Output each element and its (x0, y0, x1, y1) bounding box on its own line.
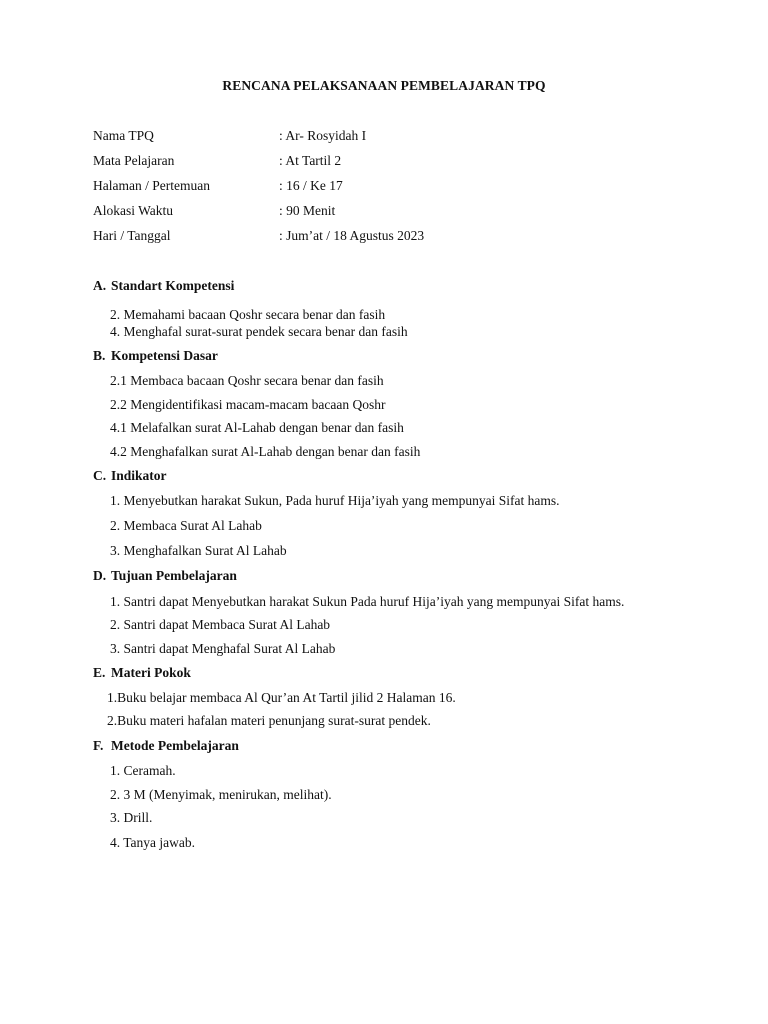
list-item: 4. Menghafal surat-surat pendek secara benar dan fasih (110, 324, 408, 339)
list-item: 2. Membaca Surat Al Lahab (110, 518, 262, 533)
list-item: 2.1 Membaca bacaan Qoshr secara benar dan fasih (110, 373, 384, 388)
info-value: : Jum’at / 18 Agustus 2023 (279, 228, 425, 243)
section-letter: A. (93, 278, 107, 293)
list-item: 2.Buku materi hafalan materi penunjang surat-surat pendek. (107, 713, 431, 728)
info-row-hari-tanggal (93, 228, 693, 246)
list-item: 1. Menyebutkan harakat Sukun, Pada huruf Hija’iyah yang mempunyai Sifat hams. (110, 493, 560, 508)
section-title: Indikator (111, 468, 167, 483)
list-item: 3. Santri dapat Menghafal Surat Al Lahab (110, 641, 336, 656)
list-item: 3. Menghafalkan Surat Al Lahab (110, 543, 287, 558)
info-value: : Ar- Rosyidah I (279, 128, 367, 143)
section-letter: E. (93, 665, 106, 680)
list-item: 2. 3 M (Menyimak, menirukan, melihat). (110, 787, 332, 802)
section-title: Standart Kompetensi (111, 278, 235, 293)
section-letter: B. (93, 348, 106, 363)
list-item: 4. Tanya jawab. (110, 835, 196, 850)
section-letter: D. (93, 568, 107, 583)
info-label: Hari / Tanggal (93, 228, 171, 243)
list-item: 1. Ceramah. (110, 763, 176, 778)
section-heading-kompetensi-dasar (93, 348, 218, 364)
section-heading-tujuan-pembelajaran (93, 568, 237, 584)
section-title: Kompetensi Dasar (111, 348, 218, 363)
section-title: Metode Pembelajaran (111, 738, 239, 753)
info-row-halaman-pertemuan (93, 178, 693, 196)
section-heading-standart-kompetensi (93, 278, 234, 294)
info-label: Halaman / Pertemuan (93, 178, 210, 193)
list-item: 3. Drill. (110, 810, 153, 825)
section-letter: F. (93, 738, 104, 753)
list-item: 2. Memahami bacaan Qoshr secara benar dan fasih (110, 307, 386, 322)
list-item: 4.2 Menghafalkan surat Al-Lahab dengan benar dan fasih (110, 444, 421, 459)
section-heading-indikator (93, 468, 167, 484)
section-letter: C. (93, 468, 107, 483)
info-row-nama-tpq (93, 128, 693, 146)
section-heading-metode-pembelajaran (93, 738, 239, 754)
info-value: : At Tartil 2 (279, 153, 342, 168)
list-item: 4.1 Melafalkan surat Al-Lahab dengan benar dan fasih (110, 420, 404, 435)
info-label: Mata Pelajaran (93, 153, 175, 168)
section-heading-materi-pokok (93, 665, 191, 681)
list-item: 1.Buku belajar membaca Al Qur’an At Tartil jilid 2 Halaman 16. (107, 690, 456, 705)
info-value: : 16 / Ke 17 (279, 178, 343, 193)
info-row-mata-pelajaran (93, 153, 693, 171)
document-title: RENCANA PELAKSANAAN PEMBELAJARAN TPQ (222, 78, 546, 93)
info-label: Alokasi Waktu (93, 203, 174, 218)
section-title: Tujuan Pembelajaran (111, 568, 237, 583)
list-item: 2. Santri dapat Membaca Surat Al Lahab (110, 617, 331, 632)
section-title: Materi Pokok (111, 665, 191, 680)
list-item: 2.2 Mengidentifikasi macam-macam bacaan Qoshr (110, 397, 386, 412)
info-row-alokasi-waktu (93, 203, 693, 221)
info-value: : 90 Menit (279, 203, 336, 218)
info-label: Nama TPQ (93, 128, 154, 143)
list-item: 1. Santri dapat Menyebutkan harakat Sukun Pada huruf Hija’iyah yang mempunyai Sifat hams. (110, 594, 625, 609)
